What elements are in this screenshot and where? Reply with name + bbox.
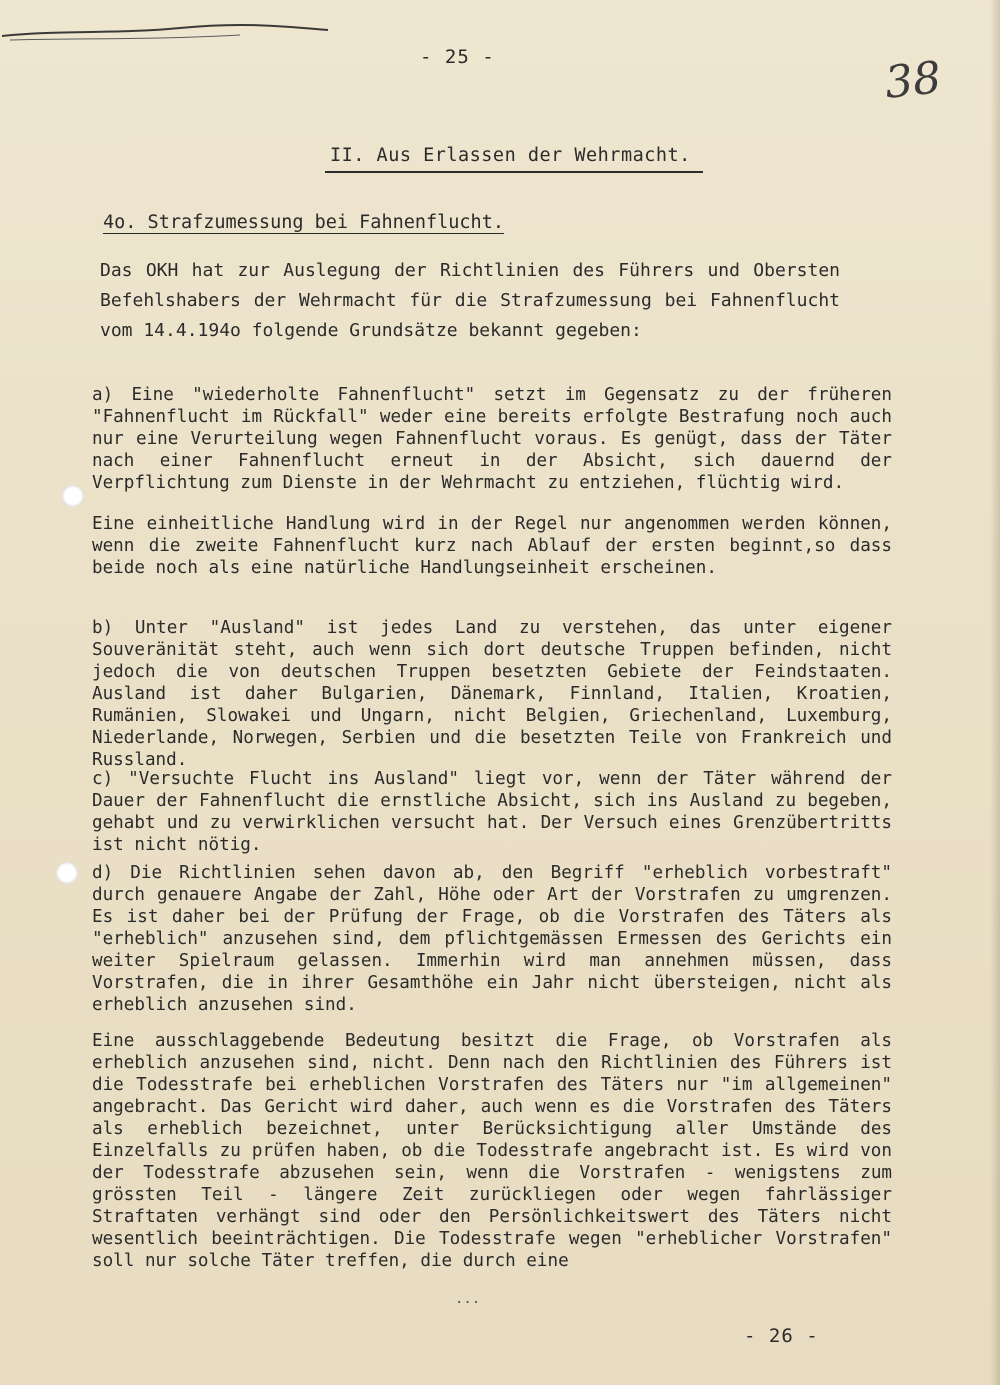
- paragraph-c: c) "Versuchte Flucht ins Ausland" liegt vor, wenn der Täter während der Dauer der Fahnenflucht die ernstliche Absicht, sich ins Ausland zu begeben, gehabt und zu verwirklichen versucht hat. Der Versuch eines Grenzübertritts ist nicht nötig.: [92, 769, 892, 855]
- paragraph-b: b) Unter "Ausland" ist jedes Land zu verstehen, das unter eigener Souveränität steht, auch wenn sich dort deutsche Truppen befinden, nicht jedoch die von deutschen Truppen besetzten Gebiete der Feindstaaten. Ausland ist daher Bulgarien, Dänemark, Finnland, Italien, Kroatien, Rumänien, Slowakei und Ungarn, nicht Belgien, Griechenland, Luxemburg, Niederlande, Norwegen, Serbien und die besetzten Teile von Frankreich und Russland.: [92, 618, 892, 770]
- paragraph-e: Eine ausschlaggebende Bedeutung besitzt die Frage, ob Vorstrafen als erheblich anzusehen sind, nicht. Denn nach den Richtlinien des Führers ist die Todesstrafe bei erheblichen Vorstrafen des Täters nur "im allgemeinen" angebracht. Das Gericht wird daher, auch wenn es die Vorstrafen des Täters als erheblich bezeichnet, unter Berücksichtigung aller Umstände des Einzelfalls zu prüfen haben, ob die Todesstrafe angebracht ist. Es wird von der Todesstrafe abzusehen sein, wenn die Vorstrafen - wenigstens zum grössten Teil - längere Zeit zurückliegen oder wegen fahrlässiger Straftaten verhängt sind oder den Persönlichkeitswert des Täters nicht wesentlich beeinträchtigen. Die Todesstrafe wegen "erheblicher Vorstrafen" soll nur solche Täter treffen, die durch eine: [92, 1031, 892, 1271]
- page-break-dots: ···: [455, 1295, 481, 1311]
- page-number-bottom: - 26 -: [744, 1325, 819, 1347]
- page-number-top: - 25 -: [420, 46, 495, 68]
- heading-underline: [325, 171, 703, 173]
- punch-hole: [56, 862, 78, 884]
- subsection-heading: 4o. Strafzumessung bei Fahnenflucht.: [103, 212, 504, 233]
- handwritten-page-number: 38: [882, 52, 944, 109]
- paragraph-intro: Das OKH hat zur Auslegung der Richtlinien des Führers und Obersten Befehlshabers der Wehrmacht für die Strafzumessung bei Fahnenflucht vom 14.4.194o folgende Grundsätze bekannt gegeben:: [100, 260, 840, 341]
- punch-hole: [62, 485, 84, 507]
- pencil-scribble: [0, 18, 330, 48]
- paragraph-d: d) Die Richtlinien sehen davon ab, den Begriff "erheblich vorbestraft" durch genauere Angabe der Zahl, Höhe oder Art der Vorstrafen zu umgrenzen. Es ist daher bei der Prüfung der Frage, ob die Vorstrafen des Täters als "erheblich" anzusehen sind, dem pflichtgemässen Ermessen des Gerichts ein weiter Spielraum gelassen. Immerhin wird man annehmen müssen, dass Vorstrafen, die in ihrer Gesamthöhe ein Jahr nicht übersteigen, nicht als erheblich anzusehen sind.: [92, 863, 892, 1015]
- paragraph-a-continued: Eine einheitliche Handlung wird in der Regel nur angenommen werden können, wenn die zweite Fahnenflucht kurz nach Ablauf der ersten beginnt,so dass beide noch als eine natürliche Handlungseinheit erscheinen.: [92, 514, 892, 578]
- paragraph-a: a) Eine "wiederholte Fahnenflucht" setzt im Gegensatz zu der früheren "Fahnenflucht im Rückfall" weder eine bereits erfolgte Bestrafung noch auch nur eine Verurteilung wegen Fahnenflucht voraus. Es genügt, dass der Täter nach einer Fahnenflucht erneut in der Absicht, sich dauernd der Verpflichtung zum Dienste in der Wehrmacht zu entziehen, flüchtig wird.: [92, 385, 892, 493]
- page-edge-shadow: [990, 0, 1000, 1385]
- section-heading: II. Aus Erlassen der Wehrmacht.: [330, 145, 691, 166]
